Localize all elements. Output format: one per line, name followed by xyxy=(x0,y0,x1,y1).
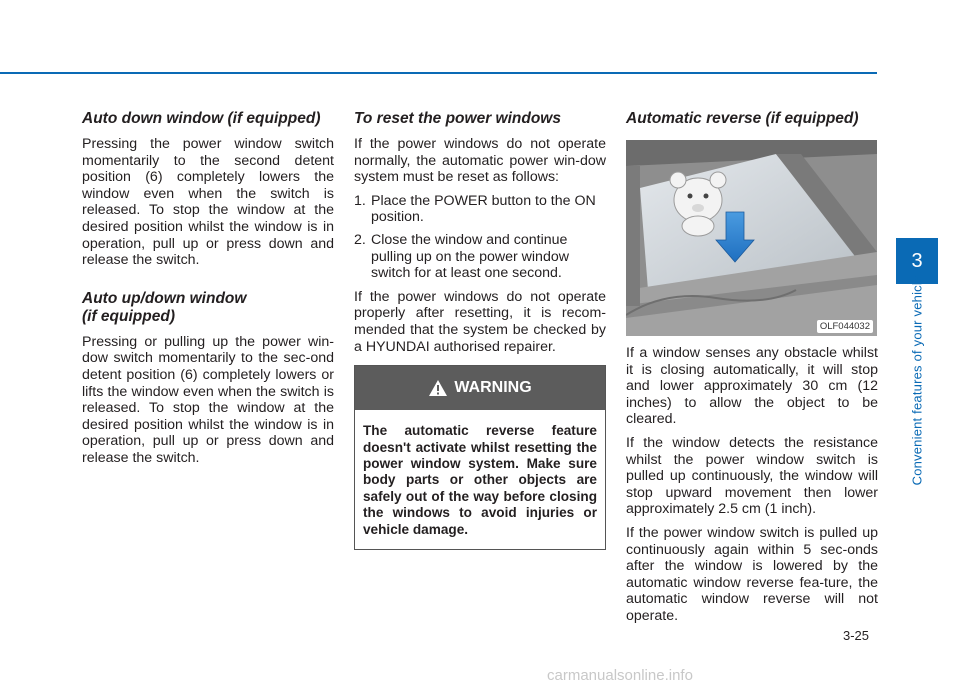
para-auto-reverse-2: If the window detects the resistance whilst the power window switch is pulled up continuously, the window will stop upward movement then lower approximately 2.5 cm (1 inch). xyxy=(626,434,878,518)
heading-auto-reverse: Automatic reverse (if equipped) xyxy=(626,110,859,127)
warning-box xyxy=(354,365,606,550)
heading-auto-up-down xyxy=(82,290,334,326)
heading-auto-up-down-line2: (if equipped) xyxy=(82,307,175,325)
page-number: 3-25 xyxy=(843,628,870,643)
reset-steps xyxy=(354,193,606,282)
heading-reset: To reset the power windows xyxy=(354,110,561,127)
warning-title: WARNING xyxy=(454,379,532,397)
figure-window-obstacle xyxy=(626,140,877,336)
para-auto-reverse-3: If the power window switch is pulled up continuously again within 5 sec-onds after the window is lowered by the automatic window reverse fea-ture, the automatic window reverse will not operate. xyxy=(626,524,878,624)
para-reset-intro: If the power windows do not operate normally, the automatic power win-dow system must be reset as follows: xyxy=(354,136,606,186)
warning-text: The automatic reverse feature doesn't activate whilst resetting the power window system. Make sure body parts or other objects are safely out of the way before closing the windows to avoid injuries or vehicle damage. xyxy=(363,423,597,537)
step-text: Close the window and continue pulling up on the power window switch for at least one second. xyxy=(371,231,569,282)
chapter-tab: 3 xyxy=(896,238,938,284)
column-right xyxy=(626,110,878,632)
step-text: Place the POWER button to the ON position. xyxy=(371,192,596,226)
column-middle xyxy=(354,110,606,550)
para-auto-reverse-1: If a window senses any obstacle whilst it is closing automatically, it will stop and lower approximately 30 cm (12 inches) to allow the object to be cleared. xyxy=(626,345,878,428)
step-number: 2. xyxy=(354,231,366,248)
heading-auto-down: Auto down window (if equipped) xyxy=(82,110,321,127)
chapter-label: Convenient features of your vehicle xyxy=(909,274,925,486)
figure-code: OLF044032 xyxy=(817,320,873,333)
para-auto-down: Pressing the power window switch momentarily to the second detent position (6) completely lowers the window even when the switch is released. To stop the window at the desired position whilst the window is in operation, pull up or press down and release the switch. xyxy=(82,136,334,269)
top-rule xyxy=(0,72,877,74)
list-item xyxy=(354,193,606,226)
heading-auto-up-down-line1: Auto up/down window xyxy=(82,289,247,307)
para-reset-after: If the power windows do not operate properly after resetting, it is recom-mended that the system be checked by a HYUNDAI authorised repairer. xyxy=(354,288,606,355)
column-left xyxy=(82,110,334,474)
step-number: 1. xyxy=(354,192,366,209)
car-window-illustration xyxy=(626,140,877,336)
warning-triangle-icon xyxy=(428,379,448,397)
warning-header xyxy=(355,366,605,410)
watermark: carmanualsonline.info xyxy=(547,667,693,684)
para-auto-up-down: Pressing or pulling up the power win-dow switch momentarily to the sec-ond detent position (6) completely lowers or lifts the window even when the switch is released. To stop the window at the desired position whilst the window is in operation, pull up or press down and release the switch. xyxy=(82,333,334,466)
list-item xyxy=(354,232,606,282)
